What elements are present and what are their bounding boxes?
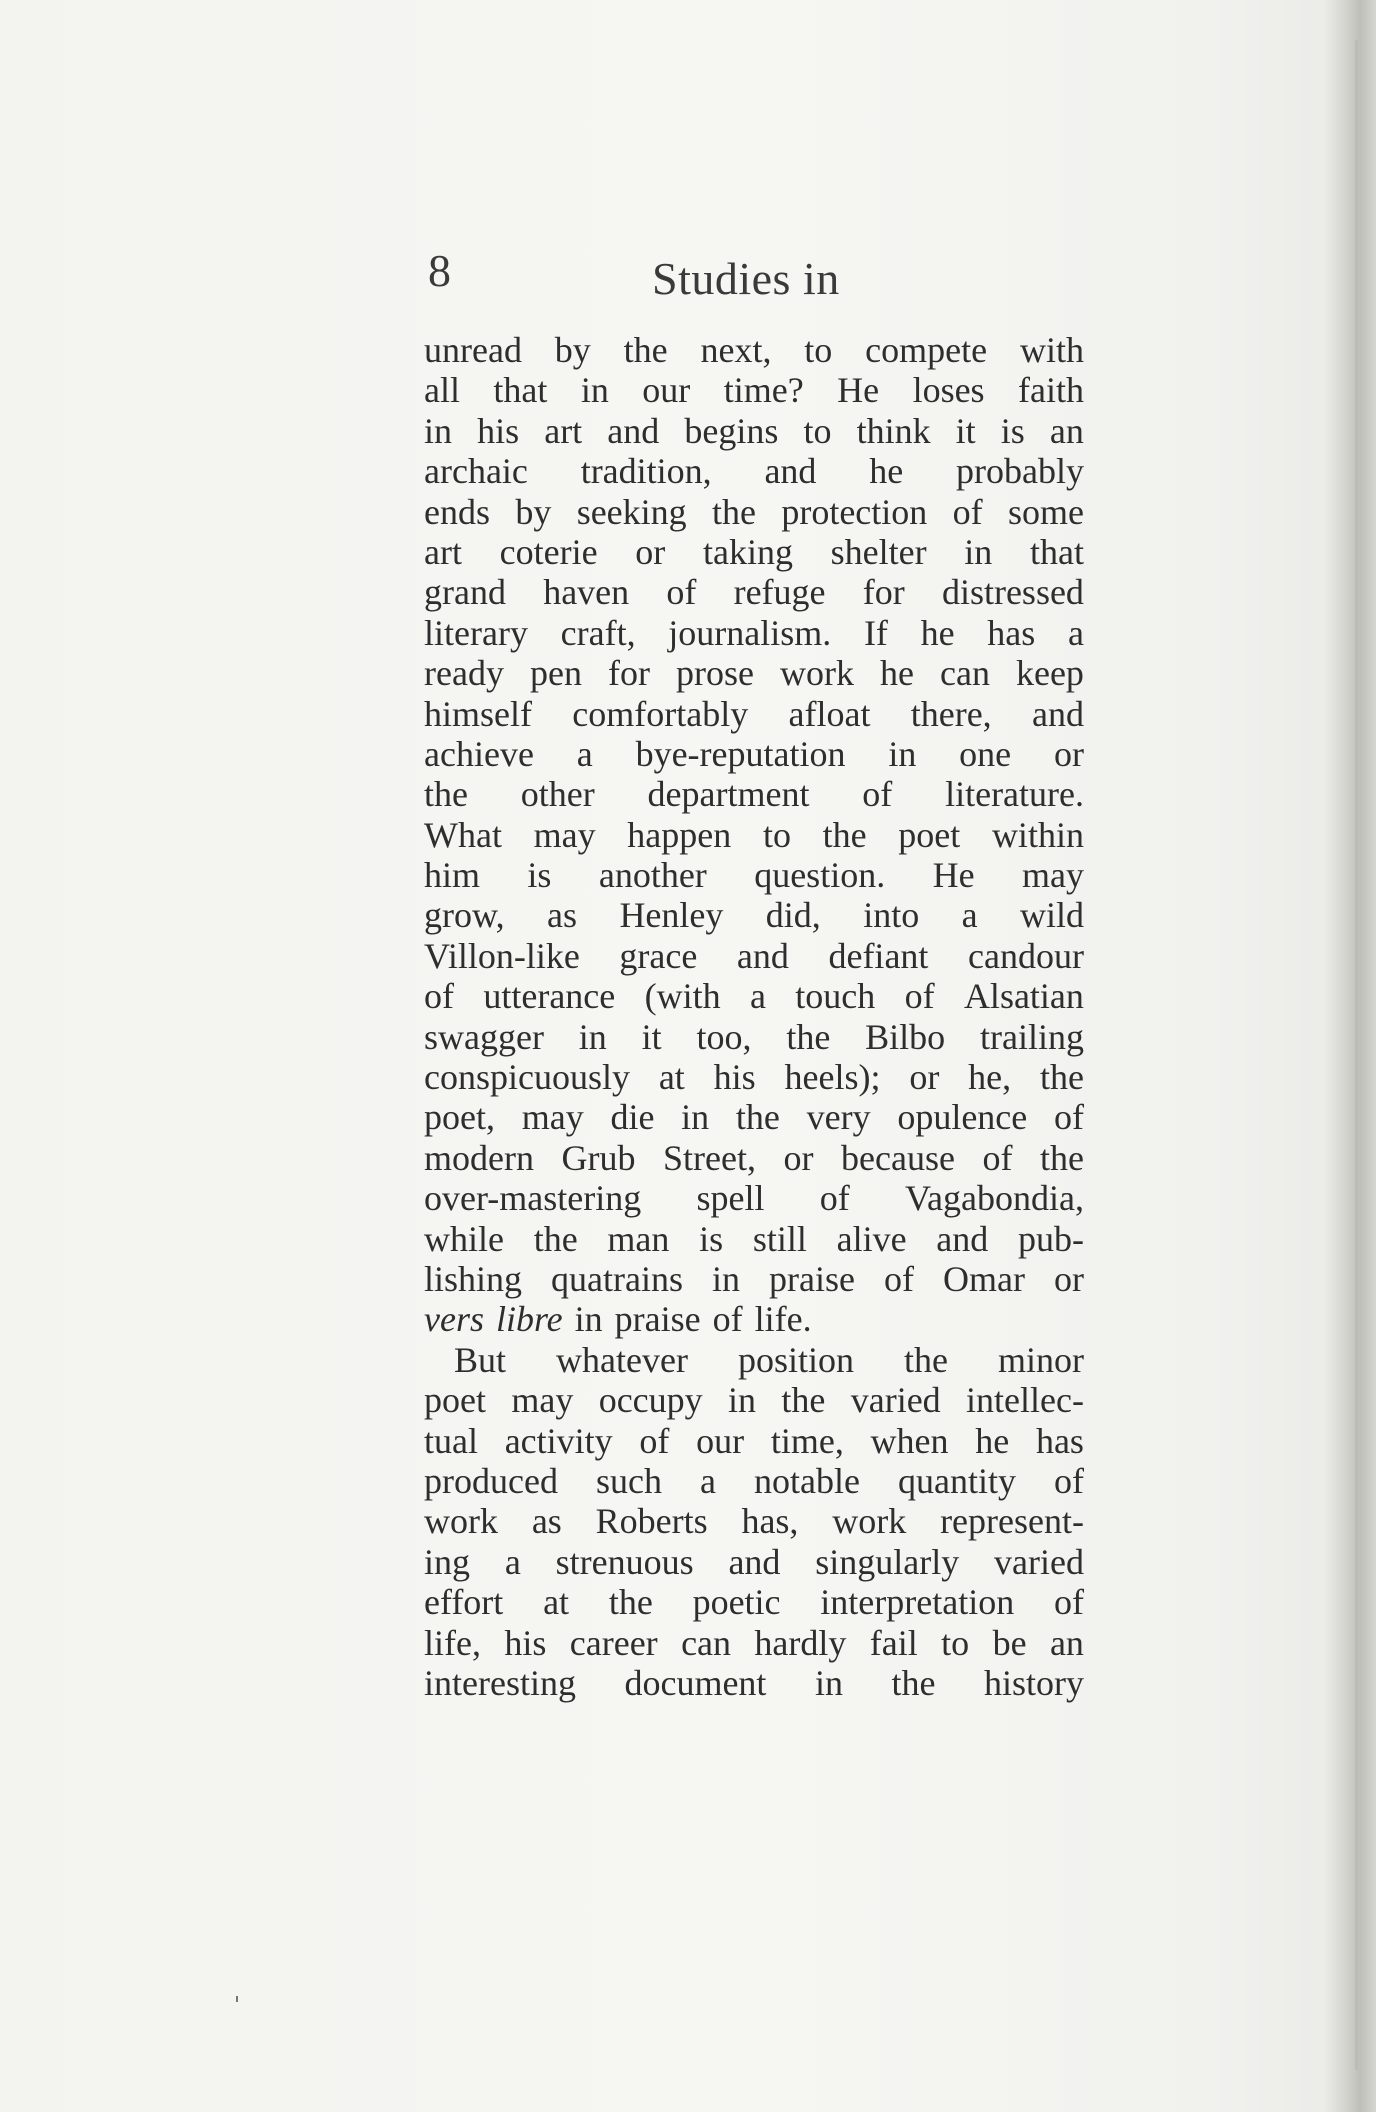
word: craft,	[560, 612, 636, 653]
word: his	[477, 410, 520, 451]
word: may	[533, 814, 596, 855]
word: as	[531, 1501, 562, 1542]
word: literary	[424, 612, 528, 653]
word: protection	[781, 491, 928, 532]
word: candour	[968, 935, 1084, 976]
word: art	[424, 531, 462, 572]
word: career	[569, 1622, 658, 1663]
word: wild	[1019, 895, 1084, 936]
word: ends	[424, 491, 490, 532]
word: within	[991, 814, 1084, 855]
word: defiant	[828, 935, 929, 976]
word: libre	[495, 1299, 563, 1340]
word: or	[783, 1137, 814, 1178]
word: alive	[836, 1218, 907, 1259]
word: work	[424, 1501, 498, 1542]
word: to	[762, 814, 791, 855]
word: when	[870, 1420, 949, 1461]
word: Omar	[942, 1258, 1025, 1299]
word: touch	[795, 976, 876, 1017]
word: He	[932, 855, 975, 896]
word: or	[909, 1057, 940, 1098]
word: journalism.	[668, 612, 832, 653]
word: that	[1030, 531, 1084, 572]
word: of	[862, 774, 893, 815]
word: whatever	[556, 1339, 688, 1380]
word: of	[1053, 1460, 1084, 1501]
text-line	[424, 1421, 1084, 1461]
word: time?	[723, 370, 804, 411]
word: the	[903, 1339, 948, 1380]
word: the	[1040, 1057, 1084, 1098]
word: bye-reputation	[635, 733, 846, 774]
word: activity	[504, 1420, 613, 1461]
word: faith	[1018, 370, 1084, 411]
word: is	[1000, 410, 1025, 451]
word: in	[580, 370, 609, 411]
word: hardly	[754, 1622, 847, 1663]
word: distressed	[941, 572, 1084, 613]
word: trailing	[979, 1016, 1084, 1057]
text-line	[424, 976, 1084, 1016]
word: archaic	[424, 451, 528, 492]
word: refuge	[733, 572, 826, 613]
word: grand	[424, 572, 506, 613]
text-line	[424, 694, 1084, 734]
word: modern	[424, 1137, 534, 1178]
body-text	[424, 330, 1084, 1703]
word: in	[574, 1299, 603, 1340]
word: is	[699, 1218, 724, 1259]
page-number: 8	[428, 245, 451, 296]
word: in	[711, 1258, 740, 1299]
word: effort	[424, 1582, 504, 1623]
word: comfortably	[572, 693, 749, 734]
word: his	[713, 1057, 756, 1098]
word: too,	[696, 1016, 752, 1057]
word: may	[1022, 855, 1084, 896]
word: Street,	[663, 1137, 756, 1178]
word: still	[752, 1218, 807, 1259]
word: grow,	[424, 895, 505, 936]
text-line	[424, 1138, 1084, 1178]
word: by	[554, 330, 591, 370]
word: occupy	[598, 1380, 703, 1421]
word: by	[515, 491, 552, 532]
word: begins	[684, 410, 779, 451]
word: Bilbo	[865, 1016, 946, 1057]
word: department	[647, 774, 810, 815]
word: fail	[869, 1622, 918, 1663]
word: intellec-	[966, 1380, 1084, 1421]
text-line	[424, 370, 1084, 410]
word: did,	[765, 895, 821, 936]
word: at	[658, 1057, 685, 1098]
text-line	[424, 734, 1084, 774]
word: happen	[627, 814, 732, 855]
word: work	[832, 1501, 907, 1542]
word: ing	[424, 1541, 471, 1582]
word: position	[737, 1339, 854, 1380]
text-line	[424, 1219, 1084, 1259]
word: as	[547, 895, 578, 936]
word: to	[804, 330, 833, 370]
word: at	[543, 1582, 570, 1623]
text-line	[424, 855, 1084, 895]
word: for	[862, 572, 905, 613]
text-line	[424, 1340, 1084, 1380]
word: art	[544, 410, 583, 451]
text-line	[424, 1380, 1084, 1420]
word: he	[879, 653, 914, 694]
word: in	[728, 1380, 757, 1421]
text-line	[424, 492, 1084, 532]
word: poet	[424, 1380, 486, 1421]
word: achieve	[424, 733, 534, 774]
word: for	[607, 653, 650, 694]
word: and	[736, 935, 789, 976]
text-line	[424, 936, 1084, 976]
word: there,	[910, 693, 992, 734]
word: taking	[702, 531, 793, 572]
word: is	[527, 855, 552, 896]
word: be	[992, 1622, 1027, 1663]
text-line	[424, 774, 1084, 814]
word: with	[1019, 330, 1084, 370]
margin-speck	[236, 1996, 238, 2002]
word: Henley	[619, 895, 724, 936]
word: unread	[424, 330, 522, 370]
word: may	[511, 1380, 574, 1421]
text-line	[424, 451, 1084, 491]
word: of	[1053, 1582, 1084, 1623]
word: other	[520, 774, 595, 815]
word: a	[749, 976, 766, 1017]
text-line	[424, 815, 1084, 855]
word: tradition,	[580, 451, 712, 492]
word: a	[1067, 612, 1084, 653]
word: he	[920, 612, 955, 653]
word: the	[781, 1380, 826, 1421]
word: produced	[424, 1460, 558, 1501]
word: a	[961, 895, 978, 936]
word: a	[504, 1541, 521, 1582]
word: in	[424, 410, 453, 451]
word: Alsatian	[963, 976, 1084, 1017]
word: minor	[997, 1339, 1084, 1380]
word: shelter	[830, 531, 927, 572]
word: Grub	[561, 1137, 636, 1178]
word: varied	[994, 1541, 1084, 1582]
word: If	[863, 612, 888, 653]
word: in	[814, 1662, 843, 1703]
word: has	[1035, 1420, 1084, 1461]
word: time,	[770, 1420, 844, 1461]
word: a	[576, 733, 593, 774]
text-line	[424, 1057, 1084, 1097]
word: coterie	[499, 531, 598, 572]
word: to	[803, 410, 832, 451]
word: has,	[741, 1501, 799, 1542]
word: the	[786, 1016, 831, 1057]
word: a	[699, 1460, 716, 1501]
word: he,	[968, 1057, 1012, 1098]
word: the	[735, 1097, 780, 1138]
word: his	[504, 1622, 547, 1663]
word: another	[598, 855, 707, 896]
word: some	[1007, 491, 1084, 532]
word: He	[837, 370, 880, 411]
word: die	[610, 1097, 655, 1138]
word: into	[863, 895, 920, 936]
word: and	[607, 410, 660, 451]
word: in	[964, 531, 993, 572]
word: the	[623, 330, 668, 370]
text-line	[424, 1663, 1084, 1703]
word: in	[578, 1016, 607, 1057]
word: tual	[424, 1420, 478, 1461]
text-line	[424, 1461, 1084, 1501]
word: and	[764, 451, 817, 492]
word: spell	[696, 1178, 765, 1219]
word: Roberts	[595, 1501, 708, 1542]
word: may	[521, 1097, 584, 1138]
word: think	[856, 410, 931, 451]
word: and	[728, 1541, 781, 1582]
word: to	[941, 1622, 970, 1663]
word: over-mastering	[424, 1178, 642, 1219]
word: man	[607, 1218, 670, 1259]
word: conspicuously	[424, 1057, 630, 1098]
word: haven	[543, 572, 630, 613]
word: has	[987, 612, 1036, 653]
word: opulence	[897, 1097, 1028, 1138]
word: can	[681, 1622, 732, 1663]
word: work	[779, 653, 854, 694]
word: Vagabondia,	[905, 1178, 1084, 1219]
word: one	[959, 733, 1012, 774]
word: an	[1049, 1622, 1084, 1663]
word: loses	[912, 370, 985, 411]
word: praise	[614, 1299, 701, 1340]
word: such	[595, 1460, 662, 1501]
word: quatrains	[551, 1258, 683, 1299]
word: vers	[424, 1299, 484, 1340]
word: of	[639, 1420, 670, 1461]
word: while	[424, 1218, 504, 1259]
word: the	[608, 1582, 653, 1623]
text-line	[424, 1623, 1084, 1663]
word: of	[666, 572, 697, 613]
text-line	[424, 1582, 1084, 1622]
word: compete	[865, 330, 988, 370]
text-line	[424, 532, 1084, 572]
word: our	[642, 370, 691, 411]
word: afloat	[788, 693, 871, 734]
word: prose	[675, 653, 754, 694]
text-line	[424, 1501, 1084, 1541]
word: question.	[754, 855, 886, 896]
word: of	[883, 1258, 914, 1299]
word: pub-	[1017, 1218, 1084, 1259]
word: history	[983, 1662, 1084, 1703]
word: our	[696, 1420, 745, 1461]
word: in	[888, 733, 917, 774]
word: an	[1049, 410, 1084, 451]
word: in	[681, 1097, 710, 1138]
word: because	[841, 1137, 955, 1178]
text-line	[424, 1299, 1084, 1339]
word: the	[822, 814, 867, 855]
text-line	[424, 411, 1084, 451]
word: can	[939, 653, 990, 694]
word: praise	[769, 1258, 855, 1299]
word: and	[1031, 693, 1084, 734]
word: (with	[644, 976, 721, 1017]
text-line	[424, 653, 1084, 693]
word: or	[1053, 1258, 1084, 1299]
word: he	[975, 1420, 1010, 1461]
word: life,	[424, 1622, 481, 1663]
word: it	[955, 410, 976, 451]
word: singularly	[815, 1541, 960, 1582]
word: swagger	[424, 1016, 544, 1057]
running-head: Studies in	[652, 253, 840, 304]
book-gutter-shadow	[1324, 0, 1376, 2112]
word: of	[1054, 1097, 1084, 1138]
word: of	[424, 976, 454, 1017]
word: varied	[850, 1380, 941, 1421]
word: document	[624, 1662, 767, 1703]
word: quantity	[897, 1460, 1016, 1501]
text-line	[424, 613, 1084, 653]
text-line	[424, 895, 1084, 935]
word: keep	[1015, 653, 1084, 694]
word: he	[869, 451, 904, 492]
word: that	[493, 370, 548, 411]
word: represent-	[940, 1501, 1084, 1542]
word: the	[891, 1662, 936, 1703]
word: of	[712, 1299, 743, 1340]
word: Villon-like	[424, 935, 580, 976]
word: the	[533, 1218, 578, 1259]
word: life.	[754, 1299, 812, 1340]
word: him	[424, 855, 481, 896]
word: utterance	[483, 976, 616, 1017]
word: of	[982, 1137, 1013, 1178]
word: the	[1039, 1137, 1084, 1178]
word: all	[424, 370, 460, 411]
word: of	[904, 976, 935, 1017]
word: literature.	[945, 774, 1084, 815]
word: himself	[424, 693, 532, 734]
word: or	[1053, 733, 1084, 774]
text-line	[424, 1542, 1084, 1582]
word: poet	[898, 814, 961, 855]
text-line	[424, 1178, 1084, 1218]
word: But	[454, 1339, 507, 1380]
word: of	[952, 491, 983, 532]
word: notable	[753, 1460, 860, 1501]
word: heels);	[784, 1057, 881, 1098]
word: lishing	[424, 1258, 523, 1299]
word: it	[641, 1016, 662, 1057]
text-line	[424, 572, 1084, 612]
word: interpretation	[820, 1582, 1015, 1623]
word: the	[424, 774, 468, 815]
word: poet,	[424, 1097, 495, 1138]
word: strenuous	[555, 1541, 694, 1582]
word: poetic	[692, 1582, 781, 1623]
word: grace	[619, 935, 698, 976]
word: pen	[529, 653, 582, 694]
word: and	[936, 1218, 989, 1259]
page-edge-line	[1355, 40, 1358, 2070]
text-line	[424, 1097, 1084, 1137]
word: the	[712, 491, 756, 532]
text-line	[424, 1017, 1084, 1057]
word: interesting	[424, 1662, 576, 1703]
word: seeking	[576, 491, 687, 532]
word: of	[819, 1178, 850, 1219]
word: or	[635, 531, 666, 572]
word: probably	[955, 451, 1084, 492]
word: ready	[424, 653, 504, 694]
word: very	[806, 1097, 871, 1138]
word: What	[424, 814, 502, 855]
word: next,	[700, 330, 772, 370]
text-line	[424, 1259, 1084, 1299]
text-line	[424, 330, 1084, 370]
